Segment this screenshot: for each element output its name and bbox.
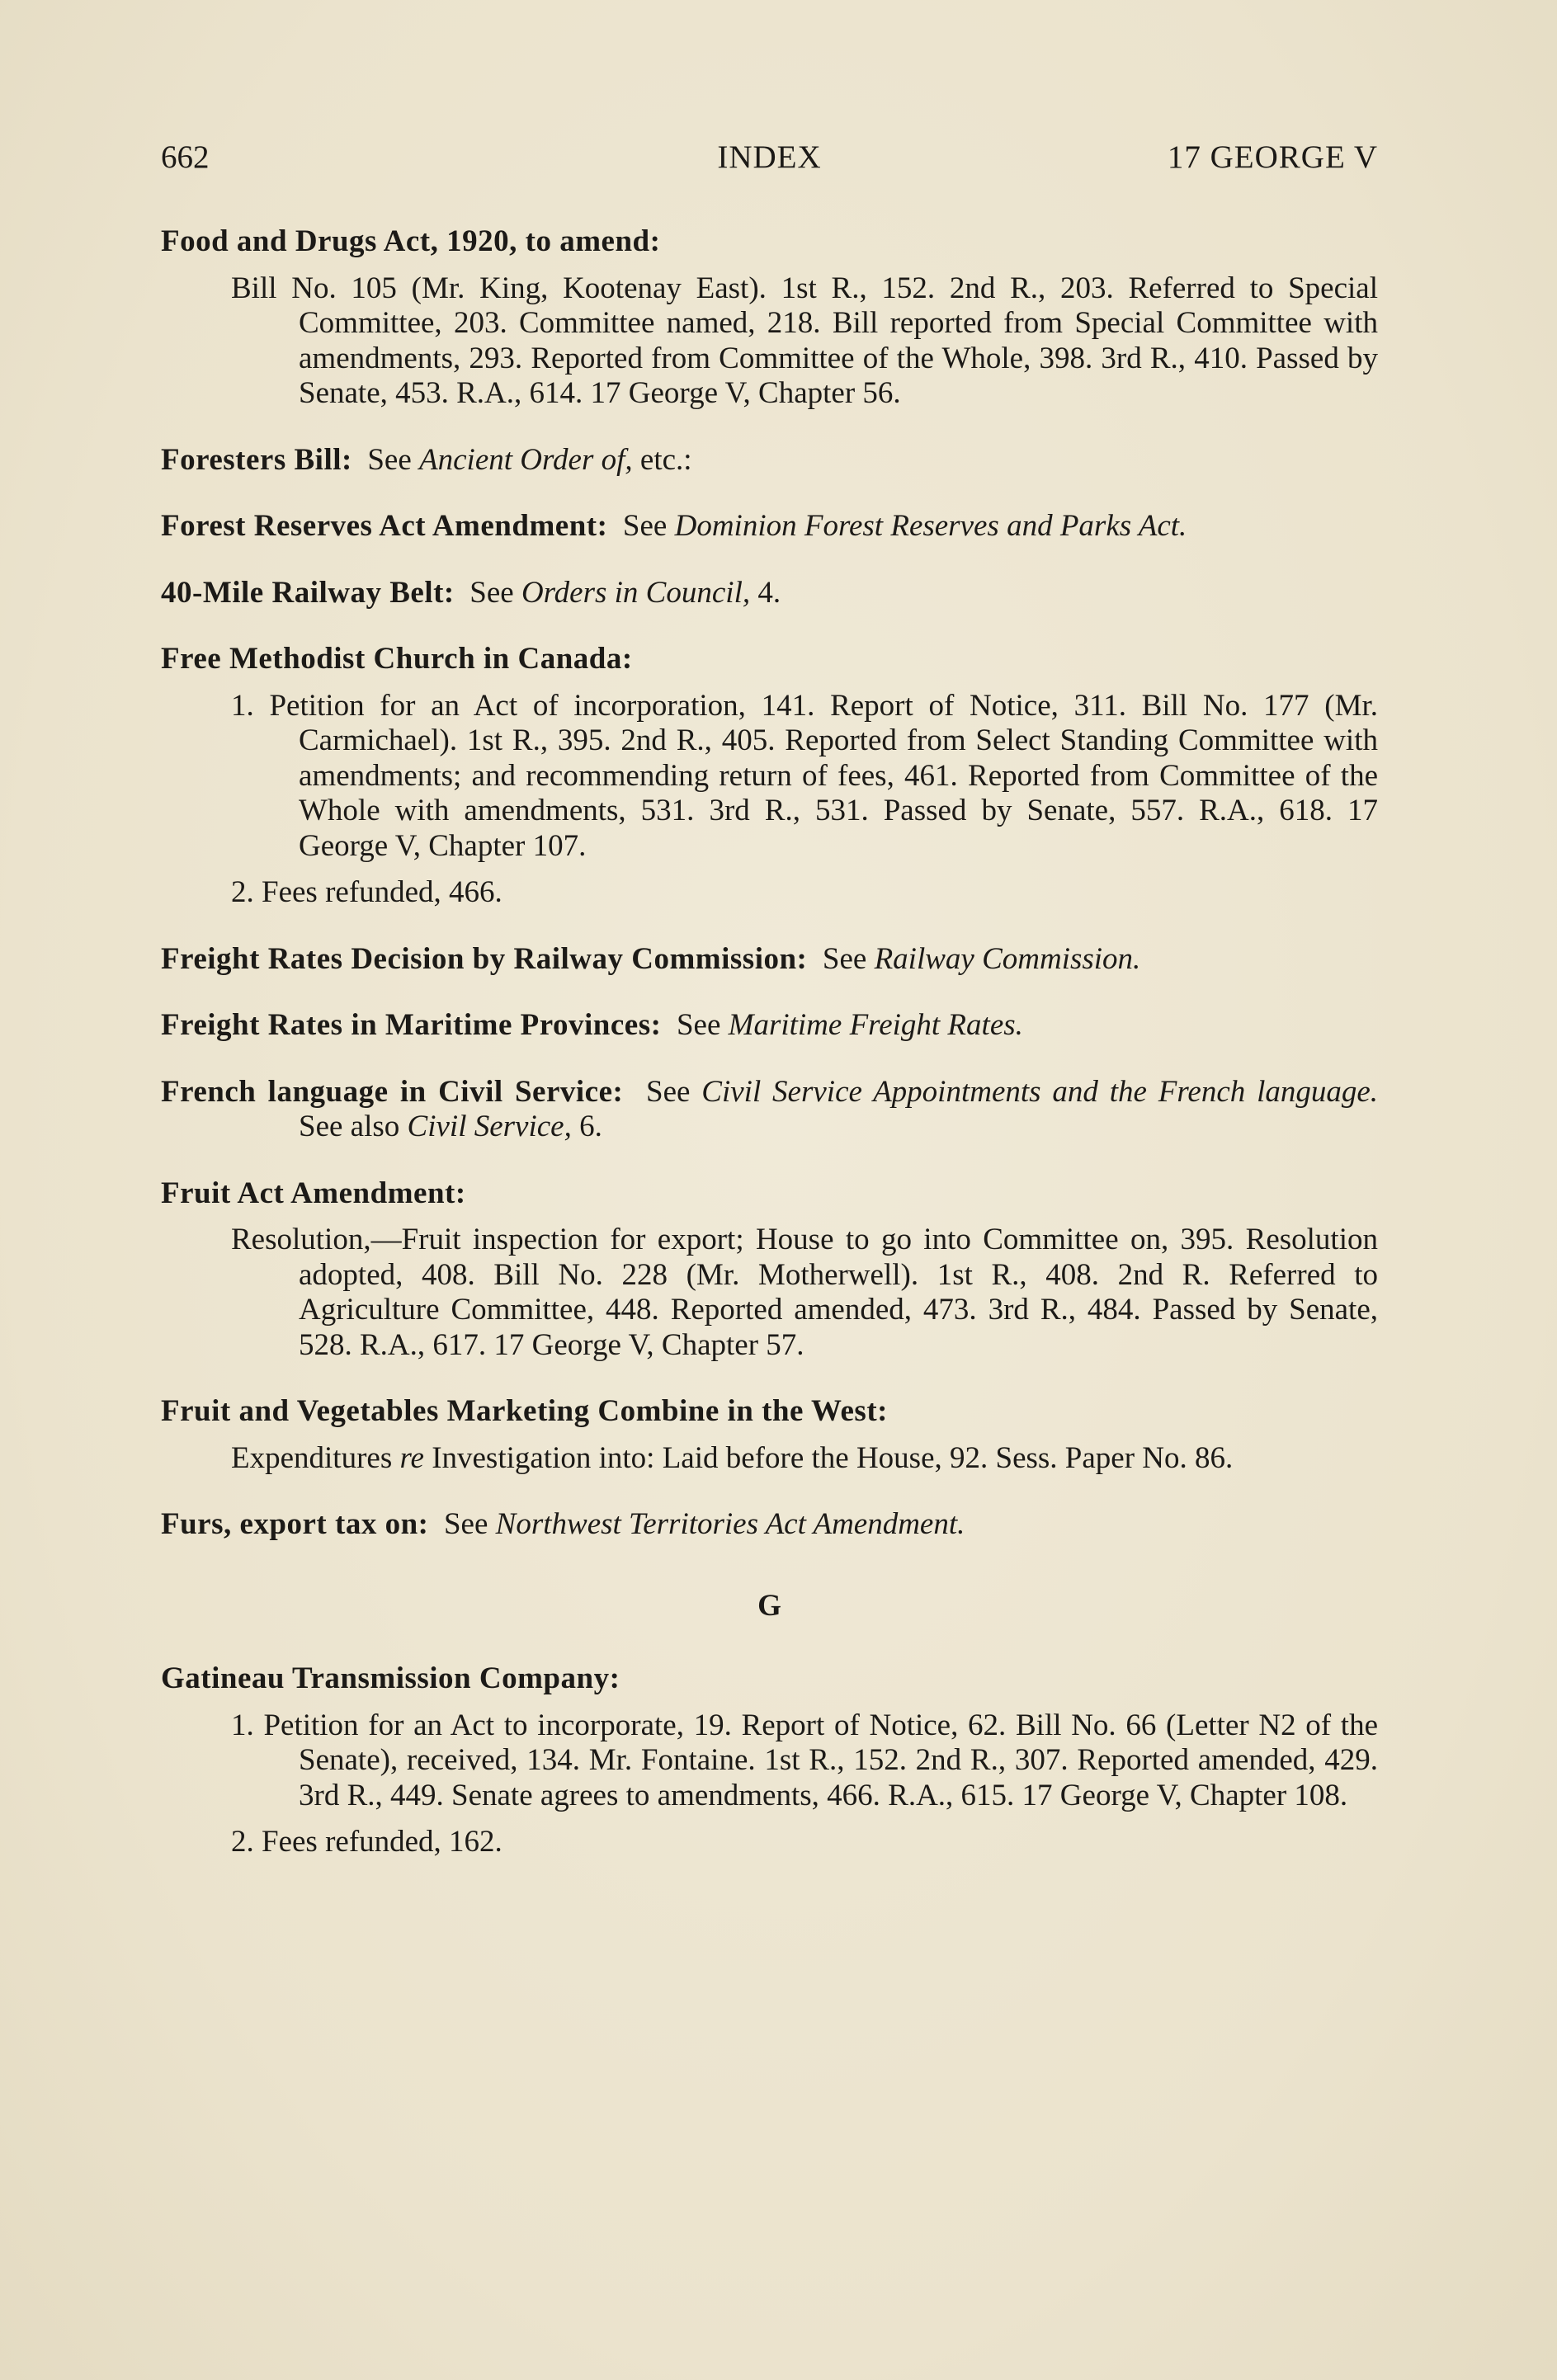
index-entry — [161, 576, 1378, 611]
header-reign: 17 GEORGE V — [1167, 139, 1378, 175]
cross-reference: Railway Commission. — [874, 941, 1141, 976]
see-also-label: See also — [299, 1110, 400, 1143]
cross-reference: Maritime Freight Rates. — [728, 1008, 1023, 1042]
entry-subitem: 1. Petition for an Act of incorporation, 141. Report of Notice, 311. Bill No. 177 (Mr. Carmichael). 1st R., 395. 2nd R., 405. Reported from Select Standing Committee with amendments; and recommending return of fees, 461. Reported from Committee of the Whole with amendments, 531. 3rd R., 531. Passed by Senate, 557. R.A., 618. 17 George V, Chapter 107. — [231, 688, 1378, 863]
index-entry — [161, 1507, 1378, 1543]
cross-reference: Dominion Forest Reserves and Parks Act. — [674, 509, 1187, 543]
index-content — [161, 224, 1378, 1860]
index-entry — [161, 1176, 1378, 1364]
see-label: See — [822, 941, 867, 976]
entry-heading: Freight Rates in Maritime Provinces: — [161, 1008, 662, 1042]
see-label: See — [676, 1008, 721, 1042]
cross-reference: Civil Service, — [407, 1110, 572, 1143]
entry-heading: Foresters Bill: — [161, 442, 352, 477]
entry-subitem: 2. Fees refunded, 162. — [231, 1825, 502, 1859]
entry-heading: 40-Mile Railway Belt: — [161, 575, 455, 610]
entry-subitem: Resolution,—Fruit inspection for export; House to go into Committee on, 395. Resolution adopted, 408. Bill No. 228 (Mr. Motherwell). 1st R., 408. 2nd R. Referred to Agriculture Committee, 448. Reported amended, 473. 3rd R., 484. Passed by Senate, 528. R.A., 617. 17 George V, Chapter 57. — [231, 1223, 1378, 1362]
entry-heading: Furs, export tax on: — [161, 1507, 429, 1541]
cross-reference-suffix: etc.: — [639, 442, 692, 477]
cross-reference-suffix: 4. — [757, 575, 781, 610]
entry-heading: Fruit Act Amendment: — [161, 1176, 466, 1210]
entry-heading: Free Methodist Church in Canada: — [161, 642, 633, 676]
entry-heading: Fruit and Vegetables Marketing Combine in the West: — [161, 1394, 888, 1428]
entry-heading: Freight Rates Decision by Railway Commission: — [161, 941, 808, 976]
index-entry — [161, 224, 1378, 412]
running-header — [161, 139, 1378, 185]
index-entry — [161, 1008, 1378, 1044]
see-label: See — [469, 575, 514, 610]
index-entry — [161, 1661, 1378, 1860]
cross-reference: Ancient Order of, — [419, 442, 633, 477]
header-title: INDEX — [717, 139, 822, 175]
index-entry — [161, 642, 1378, 911]
index-entry — [161, 1075, 1378, 1145]
cross-reference-suffix: 6. — [579, 1110, 602, 1143]
index-entry — [161, 509, 1378, 544]
entry-subitem: Bill No. 105 (Mr. King, Kootenay East). 1st R., 152. 2nd R., 203. Referred to Special Committee, 203. Committee named, 218. Bill reported from Special Committee with amendments, 293. Reported from Committee of the Whole, 398. 3rd R., 410. Passed by Senate, 453. R.A., 614. 17 George V, Chapter 56. — [231, 271, 1378, 410]
entry-subitem — [161, 1441, 1378, 1477]
subitem-text: Expenditures — [231, 1440, 393, 1475]
subitem-text: Investigation into: Laid before the House, 92. Sess. Paper No. 86. — [432, 1440, 1234, 1475]
index-entry — [161, 1394, 1378, 1476]
page-number: 662 — [161, 139, 210, 175]
cross-reference: Orders in Council, — [521, 575, 751, 610]
see-label: See — [646, 1074, 691, 1109]
index-entry — [161, 443, 1378, 478]
section-letter: G — [757, 1588, 781, 1623]
re-italic: re — [399, 1440, 424, 1475]
index-entry — [161, 942, 1378, 978]
cross-reference: Civil Service Appointments and the French language. — [701, 1074, 1379, 1109]
see-label: See — [443, 1507, 488, 1541]
see-label: See — [367, 442, 412, 477]
entry-heading: Forest Reserves Act Amendment: — [161, 509, 608, 543]
entry-subitem: 1. Petition for an Act to incorporate, 19. Report of Notice, 62. Bill No. 66 (Letter N2 of the Senate), received, 134. Mr. Fontaine. 1st R., 152. 2nd R., 307. Reported amended, 429. 3rd R., 449. Senate agrees to amendments, 466. R.A., 615. 17 George V, Chapter 108. — [231, 1708, 1378, 1812]
entry-subitem: 2. Fees refunded, 466. — [231, 875, 502, 909]
see-label: See — [622, 509, 668, 543]
cross-reference: Northwest Territories Act Amendment. — [495, 1507, 965, 1541]
entry-heading: French language in Civil Service: — [161, 1074, 624, 1109]
entry-heading: Food and Drugs Act, 1920, to amend: — [161, 224, 661, 258]
entry-heading: Gatineau Transmission Company: — [161, 1661, 620, 1695]
